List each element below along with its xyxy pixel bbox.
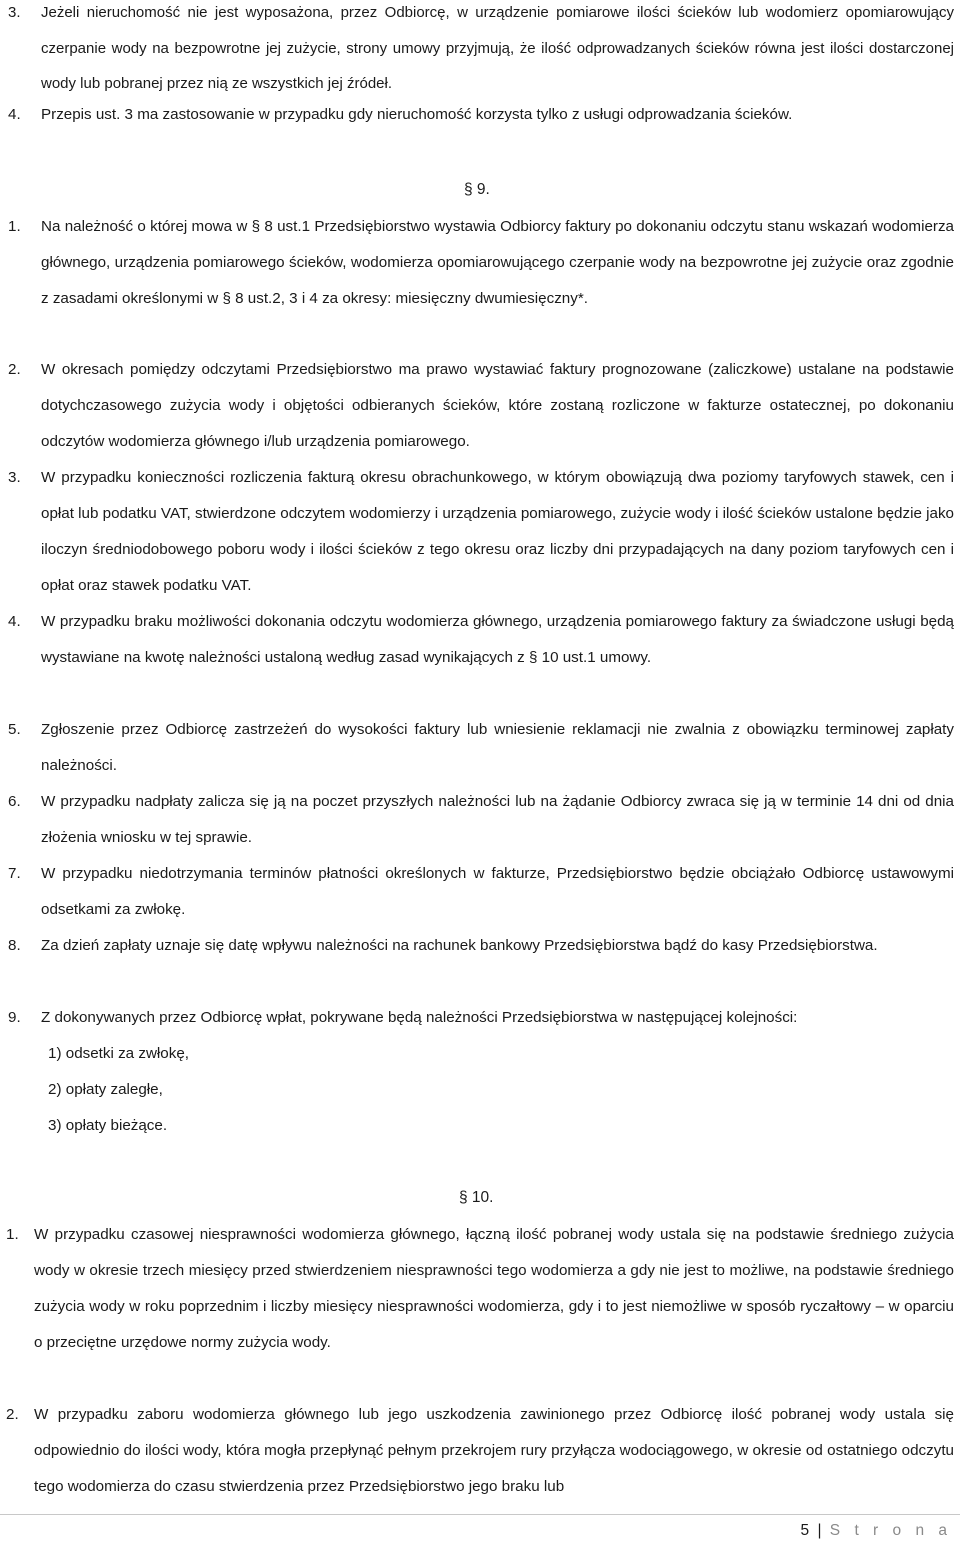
section-9-item-5 bbox=[8, 712, 954, 784]
section-9-item-4 bbox=[8, 604, 954, 676]
item-text: Z dokonywanych przez Odbiorcę wpłat, pokrywane będą należności Przedsiębiorstwa w następującej kolejności: bbox=[41, 1009, 798, 1026]
section-10-heading: § 10. bbox=[459, 1189, 494, 1206]
item-text: Zgłoszenie przez Odbiorcę zastrzeżeń do wysokości faktury lub wniesienie reklamacji nie zwalnia z obowiązku terminowej zapłaty należności. bbox=[41, 721, 954, 774]
item-text: W przypadku konieczności rozliczenia fakturą okresu obrachunkowego, w którym obowiązują dwa poziomy taryfowych stawek, cen i opłat lub podatku VAT, stwierdzone odczytem wodomierzy i urządzenia pomiarowego, zużycie wody i ilość ścieków ustalone będzie jako iloczyn średniodobowego poboru wody i ilości ścieków z tego okresu oraz liczby dni przypadających na dany poziom taryfowych cen i opłat oraz stawek podatku VAT. bbox=[41, 469, 954, 594]
sub-item-text: opłaty zaległe, bbox=[65, 1081, 163, 1098]
item-number: 2. bbox=[8, 361, 21, 378]
item-text: Jeżeli nieruchomość nie jest wyposażona, przez Odbiorcę, w urządzenie pomiarowe ilości ścieków lub wodomierz opomiarowujący czerpanie wody na bezpowrotne jej zużycie, strony umowy przyjmują, że ilość odprowadzanych ścieków równa jest ilości dostarczonej wody lub pobranej przez nią ze wszystkich jej źródeł. bbox=[41, 4, 954, 92]
item-number: 1. bbox=[6, 1226, 19, 1243]
item-text: W przypadku niedotrzymania terminów płatności określonych w fakturze, Przedsiębiorstwo będzie obciążało Odbiorcę ustawowymi odsetkami za zwłokę. bbox=[41, 865, 954, 918]
item-number: 4. bbox=[8, 106, 21, 123]
paragraph-item-4 bbox=[8, 97, 954, 133]
item-text: W okresach pomiędzy odczytami Przedsiębiorstwo ma prawo wystawiać faktury prognozowane (zaliczkowe) ustalane na podstawie dotychczasowego zużycia wody i objętości odbieranych ścieków, które zostaną rozliczone w fakturze ostatecznej, po dokonaniu odczytów wodomierza głównego i/lub urządzenia pomiarowego. bbox=[41, 361, 954, 450]
item-text: Przepis ust. 3 ma zastosowanie w przypadku gdy nieruchomość korzysta tylko z usługi odprowadzania ścieków. bbox=[41, 106, 793, 123]
footer-divider bbox=[0, 1514, 960, 1515]
item-text: W przypadku nadpłaty zalicza się ją na poczet przyszłych należności lub na żądanie Odbiorcy zwraca się ją w terminie 14 dni od dnia złożenia wniosku w tej sprawie. bbox=[41, 793, 954, 846]
section-9-item-2 bbox=[8, 352, 954, 460]
item-number: 3. bbox=[8, 4, 21, 21]
sub-item-number: 3) bbox=[48, 1117, 62, 1134]
item-number: 8. bbox=[8, 937, 21, 954]
section-10-item-2 bbox=[6, 1397, 954, 1505]
item-text: W przypadku czasowej niesprawności wodomierza głównego, łączną ilość pobranej wody ustala się na podstawie średniego zużycia wody w okresie trzech miesięcy przed stwierdzeniem niesprawności tego wodomierza a gdy nie jest to możliwe, na podstawie średniego zużycia wody w roku poprzednim i liczby miesięcy niesprawności wodomierza, gdy i to jest niemożliwe w sposób ryczałtowy – w oparciu o przeciętne urzędowe normy zużycia wody. bbox=[34, 1226, 954, 1351]
sub-item-number: 1) bbox=[48, 1045, 62, 1062]
item-number: 4. bbox=[8, 613, 21, 630]
section-9-item-3 bbox=[8, 460, 954, 604]
item-number: 1. bbox=[8, 218, 21, 235]
page-footer bbox=[801, 1520, 952, 1542]
item-number: 2. bbox=[6, 1406, 19, 1423]
sub-item-2 bbox=[48, 1072, 163, 1108]
page-label: S t r o n a bbox=[829, 1522, 952, 1539]
item-number: 3. bbox=[8, 469, 21, 486]
item-number: 5. bbox=[8, 721, 21, 738]
section-9-item-1 bbox=[8, 209, 954, 317]
item-text: W przypadku braku możliwości dokonania odczytu wodomierza głównego, urządzenia pomiarowego faktury za świadczone usługi będą wystawiane na kwotę należności ustaloną według zasad wynikających z § 10 ust.1 umowy. bbox=[41, 613, 954, 666]
item-number: 9. bbox=[8, 1009, 21, 1026]
paragraph-item-3 bbox=[8, 0, 954, 102]
item-text: Za dzień zapłaty uznaje się datę wpływu należności na rachunek bankowy Przedsiębiorstwa bądź do kasy Przedsiębiorstwa. bbox=[41, 937, 878, 954]
sub-item-3 bbox=[48, 1108, 167, 1144]
item-number: 6. bbox=[8, 793, 21, 810]
item-number: 7. bbox=[8, 865, 21, 882]
sub-item-text: odsetki za zwłokę, bbox=[65, 1045, 189, 1062]
section-9-item-9 bbox=[8, 1000, 954, 1036]
page-number: 5 bbox=[800, 1522, 810, 1539]
sub-item-text: opłaty bieżące. bbox=[65, 1117, 168, 1134]
section-10-item-1 bbox=[6, 1217, 954, 1361]
item-text: W przypadku zaboru wodomierza głównego lub jego uszkodzenia zawinionego przez Odbiorcę ilość pobranej wody ustala się odpowiednio do ilości wody, która mogła przepłynąć pełnym przekrojem rury przyłącza wodociągowego, w okresie od ostatniego odczytu tego wodomierza do czasu stwierdzenia przez Przedsiębiorstwo jego braku lub bbox=[34, 1406, 954, 1495]
section-9-item-8 bbox=[8, 928, 954, 964]
item-text: Na należność o której mowa w § 8 ust.1 Przedsiębiorstwo wystawia Odbiorcy faktury po dokonaniu odczytu stanu wskazań wodomierza głównego, urządzenia pomiarowego ścieków, wodomierza opomiarowującego czerpanie wody na bezpowrotne jej zużycie oraz zgodnie z zasadami określonymi w § 8 ust.2, 3 i 4 za okresy: miesięczny dwumiesięczny*. bbox=[41, 218, 954, 307]
sub-item-1 bbox=[48, 1036, 189, 1072]
section-9-item-6 bbox=[8, 784, 954, 856]
footer-separator: | bbox=[817, 1522, 822, 1539]
sub-item-number: 2) bbox=[48, 1081, 62, 1098]
section-9-heading: § 9. bbox=[464, 181, 490, 198]
section-9-item-7 bbox=[8, 856, 954, 928]
